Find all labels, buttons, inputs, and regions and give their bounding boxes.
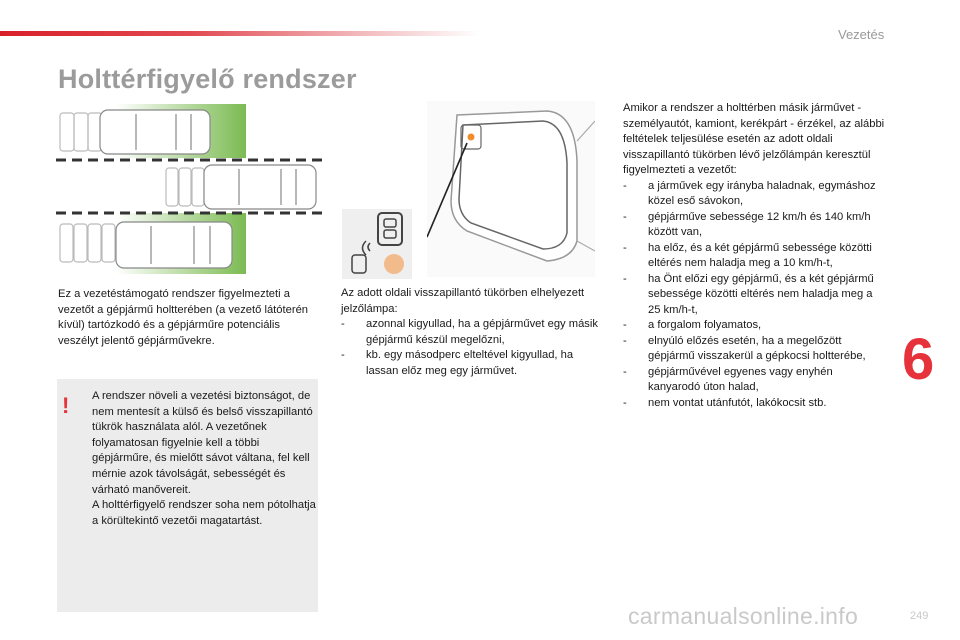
mirror-lamp-intro: Az adott oldali visszapillantó tükörben elhelyezett jelzőlámpa: <box>341 287 585 315</box>
chapter-number: 6 <box>902 327 935 392</box>
header-accent-bar <box>0 31 480 36</box>
list-item: - nem vontat utánfutót, lakókocsit stb. <box>623 396 827 409</box>
page-title: Holttérfigyelő rendszer <box>58 64 357 94</box>
warning-paragraph: A holttérfigyelő rendszer soha nem pótolhatja a körültekintő vezetői magatartást. <box>92 499 316 527</box>
watermark: carmanualsonline.info <box>628 603 859 629</box>
list-item: - ha Önt előzi egy gépjármű, és a két gépjármű sebessége közötti eltérés nem haladja meg a 25 km/h-t, <box>623 272 874 316</box>
list-item: - azonnal kigyullad, ha a gépjárművet egy másik gépjármű készül megelőzni, <box>341 318 598 346</box>
list-item: - a forgalom folyamatos, <box>623 319 762 331</box>
mirror-illustration <box>427 101 595 277</box>
list-item: - elnyúló előzés esetén, ha a megelőzött gépjármű visszakerül a gépkocsi holtterébe, <box>623 334 866 362</box>
list-item: - gépjárműve sebessége 12 km/h és 140 km/h között van, <box>623 210 871 238</box>
blind-spot-lamp-icon <box>342 209 412 279</box>
intro-paragraph: Ez a vezetéstámogató rendszer figyelmezteti a vezetőt a gépjármű holtterében (a vezető látóterén kívül) tartózkodó és a gépjárműre potenciális veszélyt jelentő gépjárművekre. <box>58 288 309 347</box>
page-number: 249 <box>910 610 929 622</box>
conditions-intro: Amikor a rendszer a holttérben másik járművet - személyautót, kamiont, kerékpárt - érzékel, az alábbi feltételek teljesülése esetén az adott oldali visszapillantó tükörben lévő jelzőlámpán keresztül figyelmezteti a vezetőt: <box>623 102 885 176</box>
list-item: - a járművek egy irányba haladnak, egymáshoz közel eső sávokon, <box>623 179 876 207</box>
section-label: Vezetés <box>838 27 885 42</box>
blind-spot-illustration <box>56 104 322 276</box>
mirror-lamp-description <box>341 286 601 379</box>
conditions-column <box>623 101 885 411</box>
list-item: - ha előz, és a két gépjármű sebessége közötti eltérés nem haladja meg a 10 km/h-t, <box>623 241 872 269</box>
warning-paragraph: A rendszer növeli a vezetési biztonságot, de nem mentesít a külső és belső visszapillantó tükrök használata alól. A vezetőnek folyamatosan figyelnie kell a többi gépjárműre, és mielőtt sávot váltana, fel kell mérnie azok távolságát, sebességét és várható manővereit. <box>92 390 313 496</box>
warning-icon: ! <box>62 393 70 418</box>
warning-text <box>92 389 316 529</box>
list-item: - kb. egy másodperc elteltével kigyullad, ha lassan előz meg egy járművet. <box>341 349 574 377</box>
list-item: - gépjárművével egyenes vagy enyhén kanyarodó úton halad, <box>623 365 833 393</box>
